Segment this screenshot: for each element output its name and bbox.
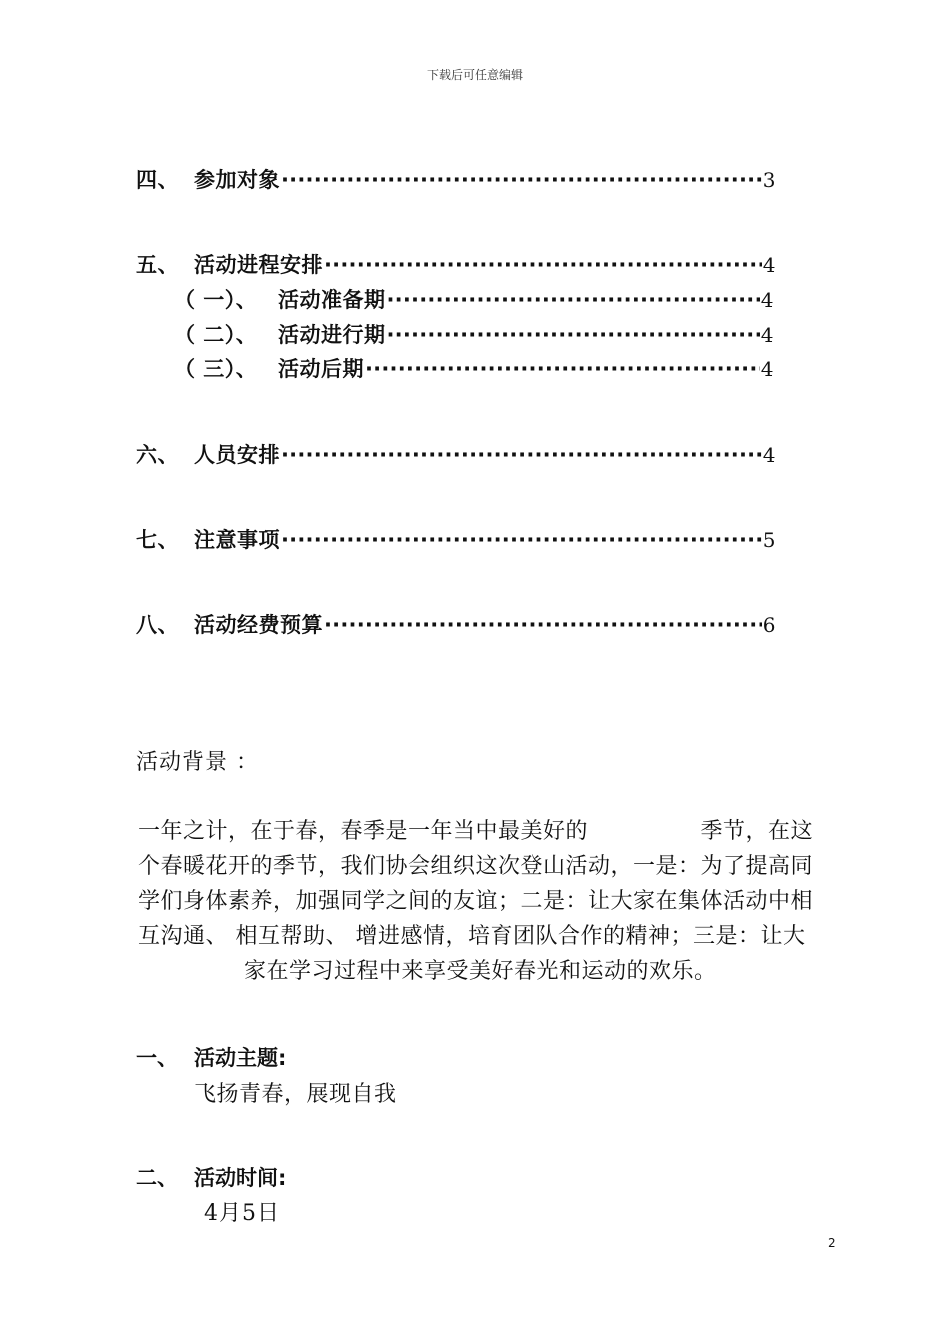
toc-leader [281, 443, 762, 467]
paragraph-line: 互沟通、 相互帮助、 增进感情，培育团队合作的精神；三是：让大 [138, 924, 806, 949]
toc-page: 5 [762, 528, 776, 552]
toc-label: 人员安排 [194, 443, 280, 467]
toc-page: 4 [760, 323, 774, 347]
toc-page: 4 [762, 443, 776, 467]
page-number: 2 [828, 1236, 836, 1250]
toc-entry[interactable] [136, 164, 776, 198]
toc-label: 活动准备期 [278, 288, 386, 312]
toc-leader [281, 528, 762, 552]
toc-label: 活动进行期 [278, 323, 386, 347]
toc-number: 四、 [136, 168, 179, 192]
toc-number: 五、 [136, 253, 179, 277]
toc-number: 七、 [136, 528, 179, 552]
section-heading [136, 1042, 286, 1072]
toc-leader [387, 288, 760, 312]
toc-subentry[interactable] [174, 319, 774, 353]
toc-entry[interactable] [136, 609, 776, 643]
section-number: 一、 [136, 1046, 178, 1070]
paragraph-line: 家在学习过程中来享受美好春光和运动的欢乐。 [244, 959, 717, 984]
toc-leader [324, 613, 762, 637]
toc-label: 活动进程安排 [194, 253, 323, 277]
toc-entry[interactable] [136, 524, 776, 558]
section-title: 活动主题: [194, 1046, 287, 1070]
toc-leader [324, 253, 762, 277]
toc-page: 4 [762, 253, 776, 277]
toc-leader [365, 357, 760, 381]
toc-leader [387, 323, 760, 347]
toc-entry[interactable] [136, 439, 776, 473]
toc-subentry[interactable] [174, 353, 774, 387]
paragraph-line: 个春暖花开的季节，我们协会组织这次登山活动，一是：为了提高同 [138, 854, 814, 879]
toc-leader [281, 168, 762, 192]
toc-number: （ 一）、 [174, 288, 258, 312]
section-body: 飞扬青春，展现自我 [194, 1082, 397, 1107]
toc-page: 4 [760, 357, 774, 381]
toc-number: 六、 [136, 443, 179, 467]
toc-page: 3 [762, 168, 776, 192]
toc-label: 参加对象 [194, 168, 280, 192]
toc-page: 6 [762, 613, 776, 637]
toc-page: 4 [760, 288, 774, 312]
section-title: 活动时间: [194, 1166, 287, 1190]
background-title: 活动背景 ： [136, 750, 259, 775]
section-heading [136, 1162, 286, 1192]
toc-number: （ 三）、 [174, 357, 258, 381]
toc-number: （ 二）、 [174, 323, 258, 347]
section-body: 4月5日 [204, 1201, 280, 1226]
paragraph-line: 一年之计，在于春，春季是一年当中最美好的 季节，在这 [138, 819, 814, 844]
paragraph-line: 学们身体素养，加强同学之间的友谊；二是：让大家在集体活动中相 [138, 889, 814, 914]
toc-label: 活动后期 [278, 357, 364, 381]
header-note: 下载后可任意编辑 [426, 68, 523, 82]
toc-subentry[interactable] [174, 284, 774, 318]
toc-label: 注意事项 [194, 528, 280, 552]
toc-entry[interactable] [136, 249, 776, 283]
toc-number: 八、 [136, 613, 179, 637]
section-number: 二、 [136, 1166, 178, 1190]
toc-label: 活动经费预算 [194, 613, 323, 637]
